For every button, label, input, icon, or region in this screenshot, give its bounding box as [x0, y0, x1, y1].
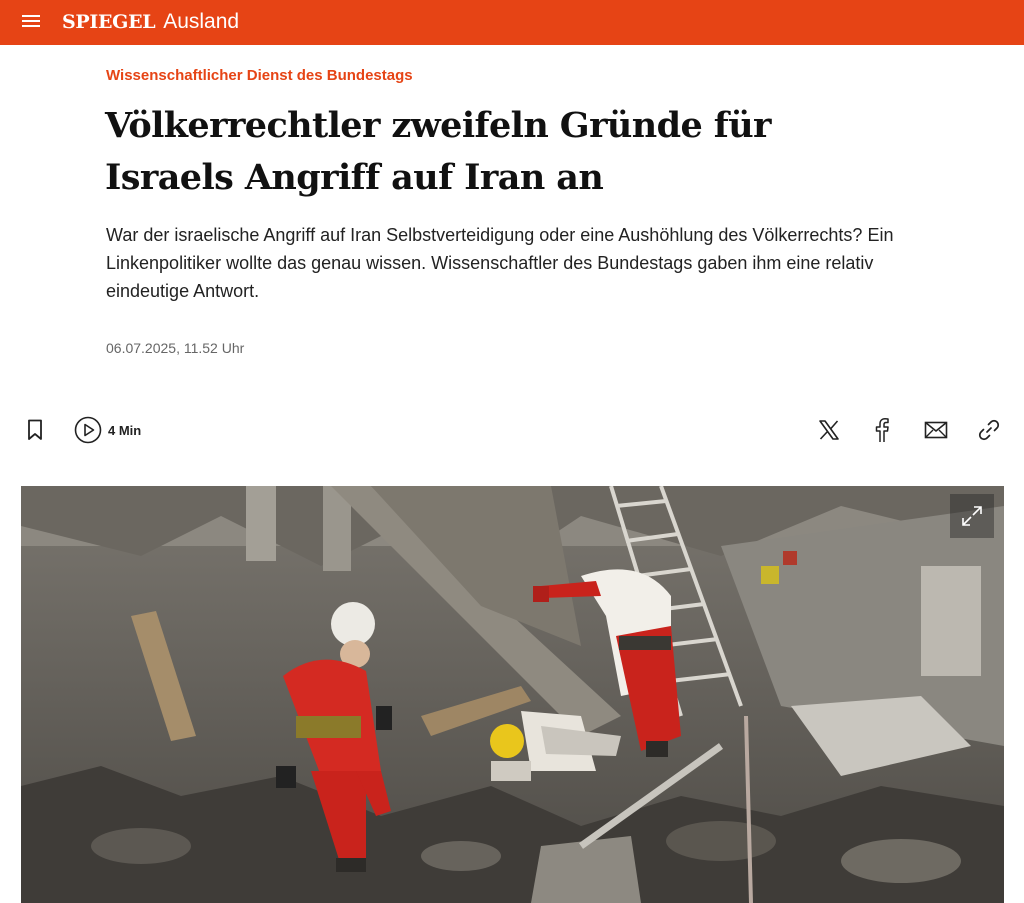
article-toolbar	[0, 412, 1024, 450]
reading-time[interactable]: 4 Min	[108, 423, 142, 438]
article-kicker: Wissenschaftlicher Dienst des Bundestags	[106, 67, 413, 84]
spiegel-logo[interactable]: SPIEGEL	[62, 11, 156, 33]
top-bar	[0, 0, 1024, 45]
mail-icon[interactable]	[924, 420, 948, 440]
bookmark-icon[interactable]	[24, 418, 46, 442]
article-image[interactable]	[21, 486, 1004, 903]
section-label[interactable]: Ausland	[163, 10, 240, 33]
rubble-scene	[21, 486, 1004, 903]
article-title: Völkerrechtler zweifeln Gründe für Israels Angriff auf Iran an	[105, 105, 771, 198]
link-icon[interactable]	[977, 418, 1001, 442]
facebook-icon[interactable]	[872, 417, 892, 443]
expand-icon[interactable]	[950, 494, 994, 538]
brand[interactable]	[62, 10, 239, 34]
play-icon[interactable]	[74, 416, 102, 444]
menu-icon[interactable]	[22, 13, 40, 31]
x-icon[interactable]	[818, 419, 840, 441]
article-lead: War der israelische Angriff auf Iran Selbstverteidigung oder eine Aushöhlung des Völkerrechts? Ein Linkenpolitiker wollte das genau wissen. Wissenschaftler des Bundestags gaben ihm eine relativ eindeutige Antwort.	[106, 225, 894, 301]
article-date: 06.07.2025, 11.52 Uhr	[106, 340, 245, 356]
